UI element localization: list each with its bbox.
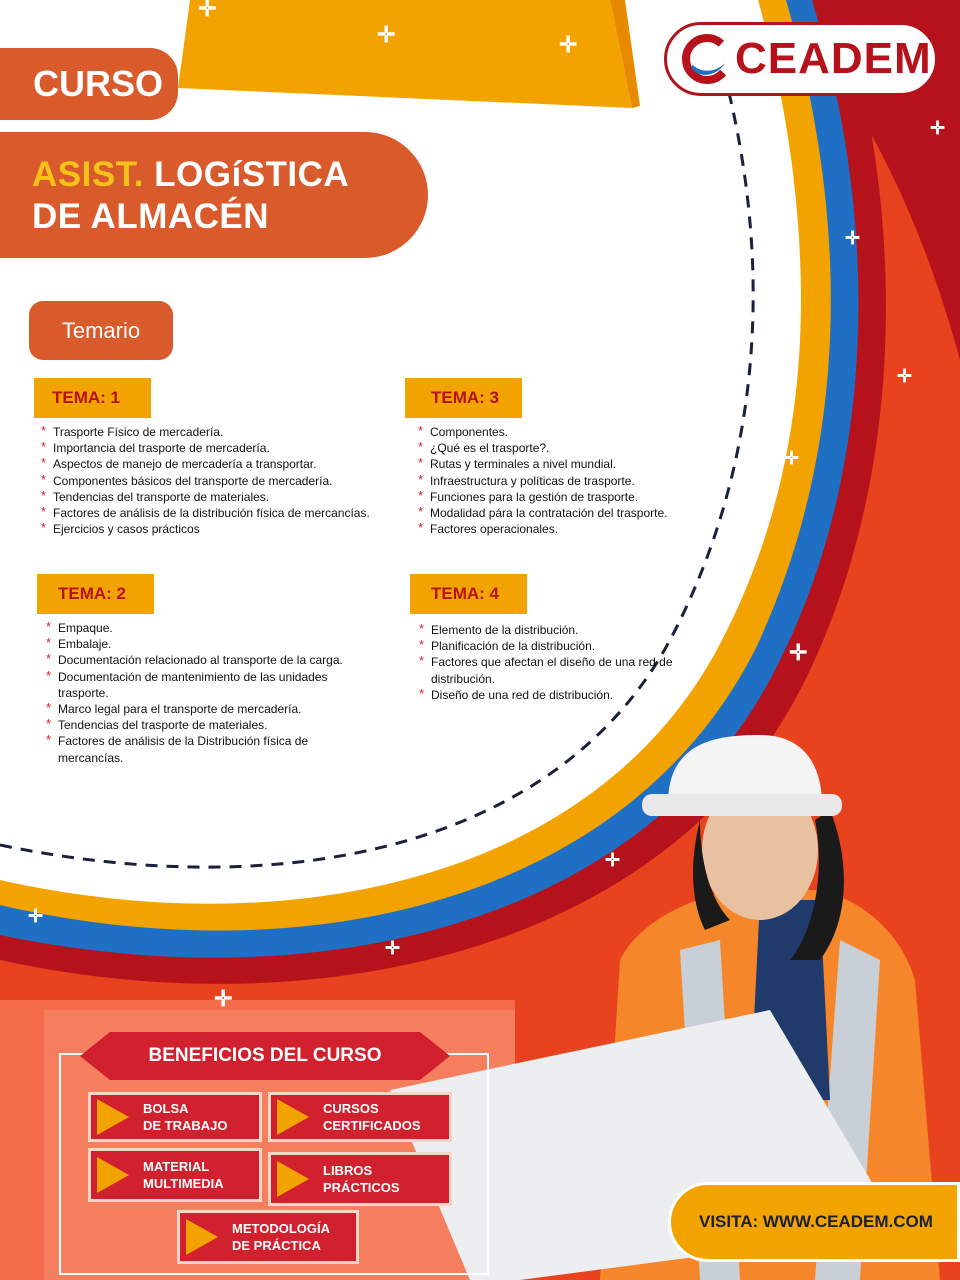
benefit-line2: CERTIFICADOS — [323, 1118, 421, 1133]
sparkle-icon: ✛ — [559, 32, 578, 57]
tema-4-label: TEMA: 4 — [410, 574, 527, 614]
list-item: * Factores operacionales. — [418, 521, 718, 537]
course-title-highlight: ASIST. — [32, 155, 144, 194]
sparkle-icon: ✛ — [605, 850, 621, 870]
list-item: * Ejercicios y casos prácticos — [41, 521, 401, 537]
list-item: * Rutas y terminales a nivel mundial. — [418, 456, 718, 472]
course-label: CURSO — [0, 48, 178, 120]
sparkle-icon: ✛ — [214, 986, 233, 1011]
tema-4-list — [419, 622, 709, 703]
course-title-rest: LOGíSTICA — [143, 155, 350, 194]
list-item: * Documentación de mantenimiento de las unidades trasporte. — [46, 669, 346, 701]
list-item: * Factores de análisis de la distribución física de mercancías. — [41, 505, 401, 521]
list-item: * Diseño de una red de distribución. — [419, 687, 709, 703]
benefit-line2: PRÁCTICOS — [323, 1180, 400, 1195]
tema-1-label: TEMA: 1 — [34, 378, 151, 418]
list-item: * Modalidad pára la contratación del trasporte. — [418, 505, 718, 521]
benefits-title: BENEFICIOS DEL CURSO — [148, 1045, 382, 1066]
tema-2-list — [46, 620, 346, 766]
sparkle-icon: ✛ — [897, 366, 913, 386]
benefit-line2: MULTIMEDIA — [143, 1176, 224, 1191]
sparkle-icon: ✛ — [789, 640, 808, 665]
visit-website-link[interactable]: VISITA: WWW.CEADEM.COM — [668, 1182, 960, 1262]
benefit-line2: DE PRÁCTICA — [232, 1238, 321, 1253]
list-item: * Importancia del trasporte de mercadería. — [41, 440, 401, 456]
list-item: * Tendencias del transporte de materiales. — [41, 489, 401, 505]
list-item: * Tendencias del trasporte de materiales. — [46, 717, 346, 733]
benefit-line1: BOLSA — [143, 1101, 189, 1116]
list-item: * Factores de análisis de la Distribución física de mercancías. — [46, 733, 346, 765]
benefit-line1: CURSOS — [323, 1101, 379, 1116]
course-title — [0, 132, 428, 258]
benefit-line1: LIBROS — [323, 1163, 373, 1178]
play-triangle-icon — [97, 1157, 129, 1193]
tema-3-label: TEMA: 3 — [405, 378, 522, 418]
list-item: * Factores que afectan el diseño de una red de distribución. — [419, 654, 709, 686]
course-title-line2: DE ALMACÉN — [32, 197, 270, 236]
benefit-bolsa-de-trabajo — [88, 1092, 262, 1142]
sparkle-icon: ✛ — [198, 0, 217, 21]
sparkle-icon: ✛ — [784, 448, 800, 468]
list-item: * Elemento de la distribución. — [419, 622, 709, 638]
benefit-line2: DE TRABAJO — [143, 1118, 228, 1133]
list-item: * Marco legal para el transporte de mercadería. — [46, 701, 346, 717]
benefit-cursos-certificados — [268, 1092, 452, 1142]
list-item: * Documentación relacionado al transporte de la carga. — [46, 652, 346, 668]
play-triangle-icon — [97, 1099, 129, 1135]
ceadem-logo[interactable] — [664, 22, 938, 96]
benefit-metodologia-de-practica — [177, 1210, 359, 1264]
benefit-libros-practicos — [268, 1152, 452, 1206]
sparkle-icon: ✛ — [377, 22, 396, 47]
sparkle-icon: ✛ — [385, 938, 401, 958]
list-item: * Empaque. — [46, 620, 346, 636]
tema-1-list — [41, 424, 401, 537]
list-item: * Aspectos de manejo de mercadería a transportar. — [41, 456, 401, 472]
list-item: * ¿Qué es el trasporte?. — [418, 440, 718, 456]
list-item: * Planificación de la distribución. — [419, 638, 709, 654]
tema-2-label: TEMA: 2 — [37, 574, 154, 614]
list-item: * Funciones para la gestión de trasporte. — [418, 489, 718, 505]
tema-3-list — [418, 424, 718, 537]
temario-heading: Temario — [29, 301, 173, 360]
play-triangle-icon — [186, 1219, 218, 1255]
logo-text: CEADEM — [735, 34, 932, 83]
benefit-line1: METODOLOGÍA — [232, 1221, 330, 1236]
benefit-material-multimedia — [88, 1148, 262, 1202]
sparkle-icon: ✛ — [930, 118, 946, 138]
list-item: * Infraestructura y políticas de trasporte. — [418, 473, 718, 489]
benefit-line1: MATERIAL — [143, 1159, 210, 1174]
sparkle-icon: ✛ — [28, 906, 44, 926]
play-triangle-icon — [277, 1161, 309, 1197]
sparkle-icon: ✛ — [845, 228, 861, 248]
list-item: * Embalaje. — [46, 636, 346, 652]
play-triangle-icon — [277, 1099, 309, 1135]
list-item: * Componentes básicos del transporte de mercadería. — [41, 473, 401, 489]
ceadem-logo-icon — [681, 33, 733, 85]
list-item: * Componentes. — [418, 424, 718, 440]
list-item: * Trasporte Físico de mercadería. — [41, 424, 401, 440]
